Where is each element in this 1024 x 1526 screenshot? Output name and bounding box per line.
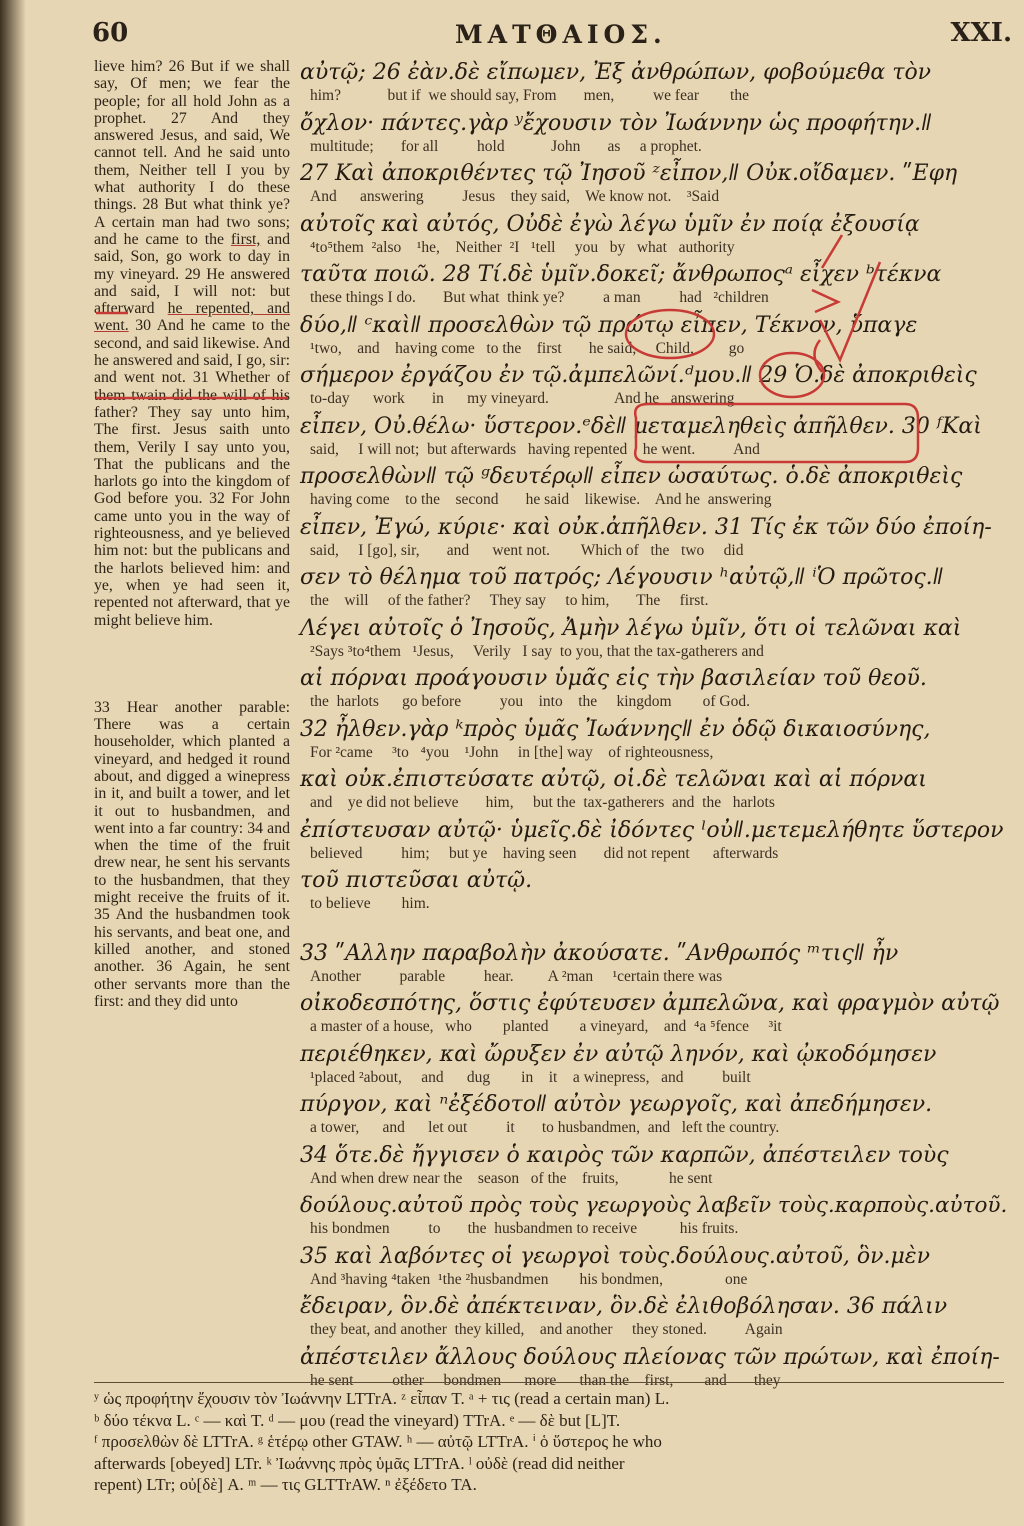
- page-header: [0, 18, 1024, 54]
- interlinear-block-2: [300, 941, 1018, 1396]
- english-gloss: ¹placed ²about, and dug in it a winepress, and built: [310, 1068, 751, 1086]
- english-gloss: a tower, and let out it to husbandmen, and left the country.: [310, 1119, 780, 1136]
- greek-text: εἶπεν, Ἐγώ, κύριε· καὶ οὐκ.ἀπῆλθεν. 31 Τίς ἐκ τῶν δύο ἐποίη-: [300, 514, 992, 540]
- interlinear-line: [300, 515, 1018, 566]
- footnote-line: afterwards [obeyed] LTr. ᵏ Ἰωάννης πρὸς ὑμᾶς LTTrA. ˡ οὐδὲ (read did neither: [94, 1453, 625, 1473]
- greek-text: ἐπίστευσαν αὐτῷ· ὑμεῖς.δὲ ἰδόντες ˡοὐǁ.μετεμελήθητε ὕστερον: [300, 817, 1004, 843]
- interlinear-line: [300, 1042, 1018, 1093]
- english-gloss: and ye did not believe him, but the tax-gatherers and the harlots: [310, 794, 775, 811]
- english-gloss: his bondmen to the husbandmen to receive his fruits.: [310, 1220, 739, 1237]
- greek-text: 33 ʺΑλλην παραβολὴν ἀκούσατε. ʺΑνθρωπός ᵐτιςǁ ἦν: [300, 940, 899, 966]
- greek-text: αὐτοῖς καὶ αὐτός, Οὐδὲ ἐγὼ λέγω ὑμῖν ἐν ποίᾳ ἐξουσίᾳ: [300, 211, 920, 237]
- underlined-first: first,: [230, 230, 261, 248]
- page-number: 60: [92, 18, 129, 48]
- greek-text: προσελθὼνǁ τῷ ᵍδευτέρῳǁ εἶπεν ὡσαύτως. ὁ.δὲ ἀποκριθεὶς: [300, 464, 963, 489]
- spine-shadow: [0, 0, 26, 1526]
- greek-text: ἔδειραν, ὃν.δὲ ἀπέκτειναν, ὃν.δὲ ἐλιθοβόλησαν. 36 πάλιν: [300, 1294, 948, 1319]
- translation-paragraph: lieve him? 26 But if we shall say, Of men; we fear the people; for all hold John as a prophet. 27 And they answered Jesus, and said, We cannot tell. And he said unto them, Neither tell I you by what authority I do these things. 28 But what think ye? A certain man had two sons; and he came to the first, and said, Son, go work to day in my vineyard. 29 He answered and said, I will not: but afterward he repented, and went. 30 And he came to the second, and said likewise. And he answered and said, I go, sir: and went not. 31 Whether of them twain did the will of his father? They say unto him, The first. Jesus saith unto them, Verily I say unto you, That the publicans and the harlots go into the kingdom of God before you. 32 For John came unto you in the way of righteousness, and ye believed him not: but the publicans and the harlots believed him: and ye, when ye had seen it, repented not afterward, that ye might believe him.: [94, 58, 290, 629]
- english-gloss: And answering Jesus they said, We know not. ³Said: [310, 188, 720, 205]
- greek-text: τοῦ πιστεῦσαι αὐτῷ.: [300, 868, 533, 893]
- greek-text: πύργον, καὶ ⁿἐξέδοτοǁ αὐτὸν γεωργοῖς, καὶ ἀπεδήμησεν.: [300, 1092, 933, 1117]
- interlinear-line: [300, 666, 1018, 717]
- english-gloss: the harlots go before you into the kingdom of God.: [310, 693, 750, 710]
- chapter-number: XXI.: [950, 18, 1012, 48]
- interlinear-line: [300, 60, 1018, 111]
- greek-text: εἶπεν, Οὐ.θέλω· ὕστερον.ᵉδὲǁ μεταμεληθεὶς ἀπῆλθεν. 30 ᶠΚαὶ: [300, 413, 982, 439]
- underlined-repented: he repented, and went.: [94, 300, 290, 335]
- interlinear-line: [300, 991, 1018, 1042]
- translation-paragraph: 33 Hear another parable: There was a certain householder, which planted a vineyard, and hedged it round about, and digged a winepress in it, and built a tower, and let it out to husbandmen, and went into a far country: 34 and when the time of the fruit drew near, he sent his servants to the husbandmen, that they might receive the fruits of it. 35 And the husbandmen took his servants, and beat one, and killed another, and stoned another. 36 Again, he sent other servants more than the first: and they did unto: [94, 698, 290, 1010]
- greek-text: 27 Καὶ ἀποκριθέντες τῷ Ἰησοῦ ᶻεἶπον,ǁ Οὐκ.οἴδαμεν. ʺΕφη: [300, 161, 958, 186]
- footnote-line: ᶠ προσελθὼν δὲ LTTrA. ᵍ ἑτέρῳ other GTAW. ʰ — αὐτῷ LTTrA. ⁱ ὁ ὕστερος he who: [94, 1432, 662, 1451]
- interlinear-line: [300, 1294, 1018, 1345]
- greek-text: δύο,ǁ ᶜκαὶǁ προσελθὼν τῷ πρώτῳ εἶπεν, Τέκνον, ὕπαγε: [300, 312, 918, 338]
- greek-text: οἰκοδεσπότης, ὅστις ἐφύτευσεν ἀμπελῶνα, καὶ φραγμὸν αὐτῷ: [300, 991, 1000, 1016]
- english-gloss: having come to the second he said likewise. And he answering: [310, 491, 772, 508]
- english-gloss: the will of the father? They say to him, The first.: [310, 592, 709, 609]
- english-gloss: For ²came ³to ⁴you ¹John in [the] way of righteousness,: [310, 743, 714, 761]
- english-gloss: he sent other bondmen more than the first, and they: [310, 1371, 781, 1389]
- interlinear-block-1: [300, 60, 1018, 919]
- interlinear-line: [300, 262, 1018, 313]
- english-translation-column: [94, 58, 290, 1010]
- english-gloss: said, I will not; but afterwards having repented he went. And: [310, 440, 760, 458]
- english-gloss: ²Says ³to⁴them ¹Jesus, Verily I say to you, that the tax-gatherers and: [310, 642, 764, 660]
- interlinear-line: [300, 1193, 1018, 1244]
- greek-text: 35 καὶ λαβόντες οἱ γεωργοὶ τοὺς.δούλους.αὐτοῦ, ὃν.μὲν: [300, 1243, 930, 1269]
- english-gloss: ⁴to⁵them ²also ¹he, Neither ²I ¹tell you by what authority: [310, 238, 735, 256]
- english-gloss: believed him; but ye having seen did not repent afterwards: [310, 844, 779, 862]
- greek-text: αἱ πόρναι προάγουσιν ὑμᾶς εἰς τὴν βασιλείαν τοῦ θεοῦ.: [300, 666, 927, 691]
- english-gloss: a master of a house, who planted a vineyard, and ⁴a ⁵fence ³it: [310, 1018, 782, 1035]
- greek-text: Λέγει αὐτοῖς ὁ Ἰησοῦς, Ἀμὴν λέγω ὑμῖν, ὅτι οἱ τελῶναι καὶ: [300, 615, 962, 641]
- english-gloss: to believe him.: [310, 895, 430, 912]
- interlinear-line: [300, 941, 1018, 992]
- interlinear-line: [300, 1244, 1018, 1295]
- greek-text: καὶ οὐκ.ἐπιστεύσατε αὐτῷ, οἱ.δὲ τελῶναι καὶ αἱ πόρναι: [300, 767, 927, 792]
- interlinear-line: [300, 1092, 1018, 1143]
- interlinear-line: [300, 1143, 1018, 1194]
- book-title: ΜΑΤΘΑΙΟΣ.: [455, 20, 667, 49]
- footnote-line: repent) LTr; οὐ[δὲ] A. ᵐ — τις GLTTrAW. ⁿ ἐξέδετο TA.: [94, 1475, 477, 1494]
- greek-text: 34 ὅτε.δὲ ἤγγισεν ὁ καιρὸς τῶν καρπῶν, ἀπέστειλεν τοὺς: [300, 1142, 949, 1168]
- interlinear-line: [300, 464, 1018, 515]
- greek-text: σεν τὸ θέλημα τοῦ πατρός; Λέγουσιν ʰαὐτῷ,ǁ ⁱὉ πρῶτος.ǁ: [300, 565, 944, 590]
- greek-text: δούλους.αὐτοῦ πρὸς τοὺς γεωργοὺς λαβεῖν τοὺς.καρποὺς.αὐτοῦ.: [300, 1193, 1008, 1218]
- interlinear-line: [300, 818, 1018, 869]
- interlinear-line: [300, 161, 1018, 212]
- interlinear-line: [300, 363, 1018, 414]
- footnote-line: ᵇ δύο τέκνα L. ᶜ — καὶ T. ᵈ — μου (read the vineyard) TTrA. ᵉ — δὲ but [L]T.: [94, 1410, 621, 1430]
- greek-text: αὐτῷ; 26 ἐὰν.δὲ εἴπωμεν, Ἐξ ἀνθρώπων, φοβούμεθα τὸν: [300, 60, 932, 85]
- english-gloss: him? but if we should say, From men, we fear the: [310, 87, 749, 104]
- interlinear-line: [300, 868, 1018, 919]
- interlinear-column: [300, 60, 1018, 1395]
- english-gloss: Another parable hear. A ²man ¹certain there was: [310, 967, 723, 985]
- interlinear-line: [300, 767, 1018, 818]
- footnote-divider: [94, 1382, 1004, 1383]
- interlinear-line: [300, 313, 1018, 364]
- interlinear-line: [300, 717, 1018, 768]
- greek-text: περιέθηκεν, καὶ ὤρυξεν ἐν αὐτῷ ληνόν, καὶ ᾠκοδόμησεν: [300, 1041, 937, 1067]
- footnotes: [94, 1388, 1014, 1496]
- english-gloss: said, I [go], sir, and went not. Which of the two did: [310, 541, 744, 559]
- english-gloss: multitude; for all hold John as a prophet.: [310, 137, 702, 155]
- interlinear-line: [300, 212, 1018, 263]
- english-gloss: these things I do. But what think ye? a man had ²children: [310, 289, 769, 306]
- interlinear-line: [300, 616, 1018, 667]
- english-gloss: to-day work in my vineyard. And he answering: [310, 390, 735, 407]
- english-gloss: they beat, and another they killed, and another they stoned. Again: [310, 1321, 783, 1338]
- interlinear-line: [300, 565, 1018, 616]
- greek-text: ταῦτα ποιῶ. 28 Τί.δὲ ὑμῖν.δοκεῖ; ἄνθρωποςᵃ εἶχεν ᵇτέκνα: [300, 262, 942, 287]
- english-gloss: And when drew near the season of the fruits, he sent: [310, 1169, 713, 1187]
- greek-text: σήμερον ἐργάζου ἐν τῷ.ἀμπελῶνί.ᵈμου.ǁ 29 Ὁ.δὲ ἀποκριθεὶς: [300, 363, 977, 388]
- footnote-line: ʸ ὡς προφήτην ἔχουσιν τὸν Ἰωάννην LTTrA. ᶻ εἶπαν T. ᵃ + τις (read a certain man) L.: [94, 1389, 670, 1408]
- english-gloss: ¹two, and having come to the first he said, Child, go: [310, 339, 745, 357]
- interlinear-line: [300, 414, 1018, 465]
- greek-text: ὄχλον· πάντες.γὰρ ʸἔχουσιν τὸν Ἰωάννην ὡς προφήτην.ǁ: [300, 110, 932, 136]
- greek-text: ἀπέστειλεν ἄλλους δούλους πλείονας τῶν πρώτων, καὶ ἐποίη-: [300, 1344, 1000, 1370]
- english-gloss: And ³having ⁴taken ¹the ²husbandmen his bondmen, one: [310, 1270, 748, 1288]
- interlinear-line: [300, 111, 1018, 162]
- greek-text: 32 ἦλθεν.γὰρ ᵏπρὸς ὑμᾶς Ἰωάννηςǁ ἐν ὁδῷ δικαιοσύνης,: [300, 716, 931, 742]
